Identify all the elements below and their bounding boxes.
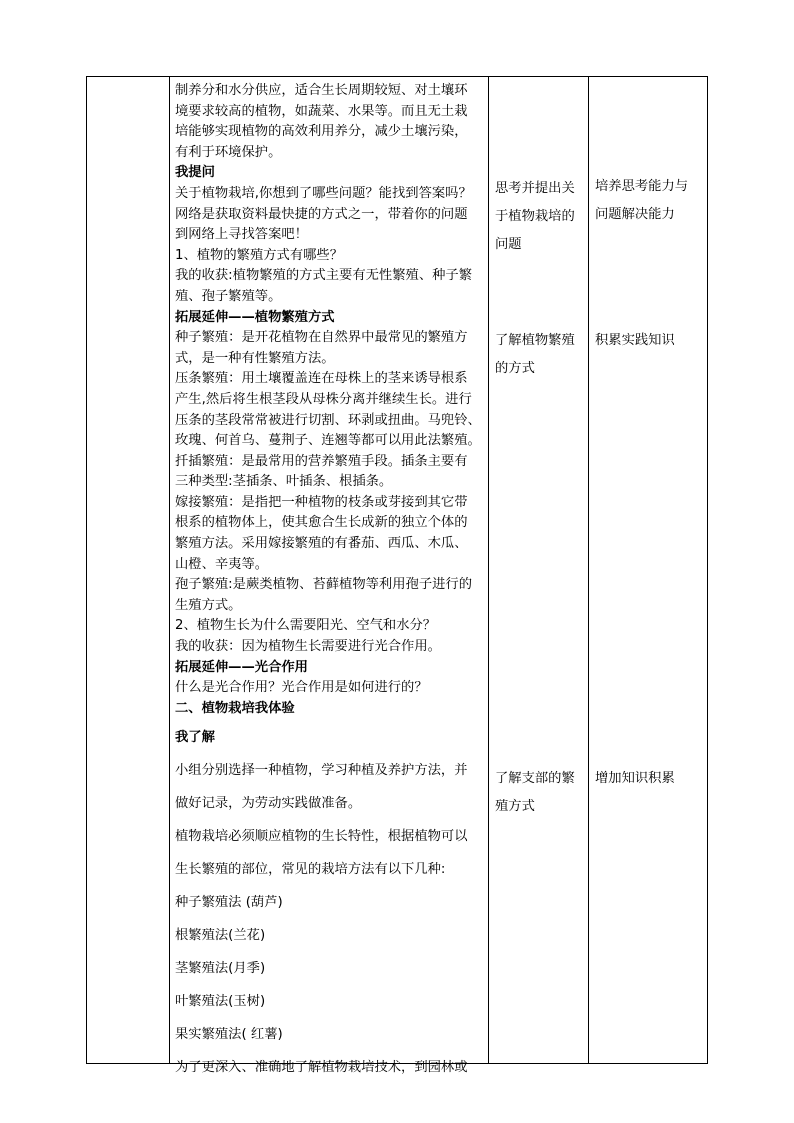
section-heading: 我了解 bbox=[175, 730, 215, 746]
content-line: 关于植物栽培,你想到了哪些问题？能找到答案吗？ bbox=[175, 185, 472, 201]
content-line: 生殖方式。 bbox=[175, 597, 242, 613]
content-line: 压条的茎段常常被进行切割、环剥或扭曲。马兜铃、 bbox=[175, 412, 481, 428]
content-line: 种子繁殖：是开花植物在自然界中最常见的繁殖方 bbox=[175, 330, 468, 346]
content-line: 嫁接繁殖：是指把一种植物的枝条或芽接到其它带 bbox=[175, 494, 468, 510]
activity-line: 问题 bbox=[495, 237, 522, 252]
content-line: 产生,然后将生根茎段从母株分离并继续生长。进行 bbox=[175, 391, 472, 407]
content-line: 根系的植物体上，使其愈合生长成新的独立个体的 bbox=[175, 515, 468, 531]
content-line: 做好记录，为劳动实践做准备。 bbox=[175, 796, 362, 812]
content-line: 叶繁殖法(玉树) bbox=[175, 994, 266, 1010]
content-line: 果实繁殖法( 红薯) bbox=[175, 1027, 283, 1043]
content-line: 我的收获：因为植物生长需要进行光合作用。 bbox=[175, 639, 441, 655]
content-line: 什么是光合作用？光合作用是如何进行的？ bbox=[175, 680, 428, 696]
content-line: 种子繁殖法 (葫芦) bbox=[175, 895, 283, 911]
content-line: 根繁殖法(兰花) bbox=[175, 928, 266, 944]
content-line: 培能够实现植物的高效利用养分，减少土壤污染， bbox=[175, 124, 468, 140]
purpose-line: 培养思考能力与 bbox=[595, 179, 689, 194]
content-line: 茎繁殖法(月季) bbox=[175, 961, 266, 977]
activity-line: 殖方式 bbox=[495, 799, 535, 814]
content-line: 三种类型:茎插条、叶插条、根插条。 bbox=[175, 474, 393, 490]
purpose-cell-3 bbox=[595, 765, 703, 793]
column-divider-3 bbox=[588, 77, 589, 1063]
purpose-cell-1 bbox=[595, 173, 703, 229]
activity-cell-1 bbox=[495, 175, 587, 259]
activity-line: 思考并提出关 bbox=[495, 181, 575, 196]
content-line: 2、植物生长为什么需要阳光、空气和水分？ bbox=[175, 618, 437, 634]
content-line: 扦插繁殖：是最常用的营养繁殖手段。插条主要有 bbox=[175, 453, 468, 469]
content-line: 压条繁殖：用土壤覆盖连在母株上的茎来诱导根系 bbox=[175, 371, 468, 387]
column-divider-1 bbox=[169, 77, 170, 1063]
column-divider-2 bbox=[488, 77, 489, 1063]
activity-line: 于植物栽培的 bbox=[495, 209, 575, 224]
content-line: 境要求较高的植物，如蔬菜、水果等。而且无土栽 bbox=[175, 103, 468, 119]
activity-line: 了解植物繁殖 bbox=[495, 333, 575, 348]
content-line: 玫瑰、何首乌、蔓荆子、连翘等都可以用此法繁殖。 bbox=[175, 433, 481, 449]
content-line: 殖、孢子繁殖等。 bbox=[175, 288, 282, 304]
section-heading: 拓展延伸——植物繁殖方式 bbox=[175, 309, 335, 325]
activity-cell-2 bbox=[495, 327, 587, 383]
content-line: 1、植物的繁殖方式有哪些？ bbox=[175, 247, 344, 263]
purpose-line: 积累实践知识 bbox=[595, 333, 675, 348]
lesson-table bbox=[86, 76, 708, 1076]
purpose-cell-2 bbox=[595, 327, 703, 355]
section-heading: 我提问 bbox=[175, 165, 215, 181]
content-line: 植物栽培必须顺应植物的生长特性，根据植物可以 bbox=[175, 829, 468, 845]
content-line: 山橙、辛夷等。 bbox=[175, 556, 269, 572]
content-line: 到网络上寻找答案吧！ bbox=[175, 227, 308, 243]
content-line: 繁殖方法。采用嫁接繁殖的有番茄、西瓜、木瓜、 bbox=[175, 536, 468, 552]
section-heading: 拓展延伸——光合作用 bbox=[175, 659, 308, 675]
content-line: 制养分和水分供应，适合生长周期较短、对土壤环 bbox=[175, 83, 468, 98]
content-block-1 bbox=[175, 81, 485, 719]
activity-line: 的方式 bbox=[495, 361, 535, 376]
activity-cell-3 bbox=[495, 765, 587, 821]
content-block-2 bbox=[175, 721, 485, 1084]
content-line: 式，是一种有性繁殖方法。 bbox=[175, 350, 335, 366]
purpose-line: 增加知识积累 bbox=[595, 771, 675, 786]
content-line: 网络是获取资料最快捷的方式之一，带着你的问题 bbox=[175, 206, 468, 222]
section-heading: 二、植物栽培我体验 bbox=[175, 700, 295, 716]
content-line: 孢子繁殖:是蕨类植物、苔藓植物等利用孢子进行的 bbox=[175, 577, 473, 593]
content-line: 我的收获:植物繁殖的方式主要有无性繁殖、种子繁 bbox=[175, 268, 473, 284]
purpose-line: 问题解决能力 bbox=[595, 207, 675, 222]
content-line: 为了更深入、准确地了解植物栽培技术，到园林或 bbox=[175, 1060, 468, 1076]
content-line: 生长繁殖的部位，常见的栽培方法有以下几种: bbox=[175, 862, 446, 878]
content-line: 小组分别选择一种植物，学习种植及养护方法，并 bbox=[175, 763, 468, 779]
activity-line: 了解支部的繁 bbox=[495, 771, 575, 786]
content-line: 有利于环境保护。 bbox=[175, 144, 282, 160]
content-column bbox=[175, 81, 485, 1084]
